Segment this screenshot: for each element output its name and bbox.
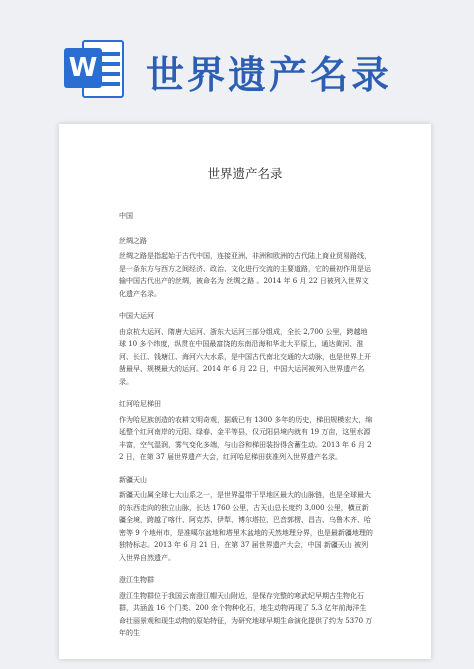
section-paragraph: 澄江生物群位于我国云南澄江帽天山附近，是保存完整的寒武纪早期古生物化石群，共涵盖 16 个门类、200 余个物种化石，地生动物再现了 5.3 亿年前海洋生命壮丽景观和现生动物的原始特征，为研究地球早期生命演化提供了约为 5370 万年的生 xyxy=(119,591,373,637)
section-heading: 澄江生物群 xyxy=(119,576,154,584)
document-title: 世界遗产名录 xyxy=(207,166,283,181)
document-body xyxy=(119,210,373,650)
section-heading: 新疆天山 xyxy=(119,475,147,484)
banner xyxy=(0,0,474,120)
section-paragraph: 丝绸之路是指起始于古代中国，连接亚洲、非洲和欧洲的古代陆上商业贸易路线，是一条东方与西方之间经济、政治、文化进行交流的主要道路，它的最初作用是运输中国古代出产的丝绸，被命名为 丝绸之路 。2014 年 6 月 22 日被列入世界文化遗产名录。 xyxy=(119,252,371,298)
section-paragraph: 由京杭大运河、隋唐大运河、浙东大运河三部分组成，全长 2,700 公里，跨越地球 10 多个纬度，纵贯在中国最富饶的东南沿海和华北大平原上，通达黄河、淮河、长江、钱塘江、海河六大水系，是中国古代南北交通的大动脉，也是世界上开凿最早、规模最大的运河。2014 年 6 月 22 日，中国大运河被列入世界遗产名录。 xyxy=(119,327,371,386)
banner-title: 世界遗产名录 xyxy=(146,53,393,97)
country-heading: 中国 xyxy=(119,212,133,220)
section-heading: 中国大运河 xyxy=(119,312,154,320)
section-paragraph: 新疆天山属全球七大山系之一，是世界温带干旱地区最大的山脉链，也是全球最大的东西走向的独立山脉，长达 1760 公里，古天山总长度约 3,000 公里，横亘新疆全境，跨越了喀什、阿克苏、伊犁、博尔塔拉、巴音郭楞、昌吉、乌鲁木齐、哈密等 9 个地州市，是准噶尔盆地和塔里木盆地的天然地理分界，也是最新疆地理的独特标志。2013 年 6 月 21 日，在第 37 届世界遗产大会，中国 新疆天山 被列入世界自然遗产。 xyxy=(119,491,373,562)
word-logo-letter: W xyxy=(64,48,102,88)
word-document-icon xyxy=(64,40,126,98)
section-heading: 红河哈尼梯田 xyxy=(119,400,161,408)
document-page xyxy=(59,124,431,659)
section-heading: 丝绸之路 xyxy=(119,236,147,245)
section-paragraph: 作为哈尼族创造的农耕文明奇观，据载已有 1300 多年的历史，梯田规模宏大，绵延整个红河南岸的元阳、绿春、金平等县，仅元阳县境内就有 19 万亩，这里水源丰富，空气湿润，雾气变化多端，与山谷和梯田装扮得含蓄生动。2013 年 6 月 22 日，在第 37 届世界遗产大会，红河哈尼梯田获准列入世界遗产名录。 xyxy=(119,415,373,461)
